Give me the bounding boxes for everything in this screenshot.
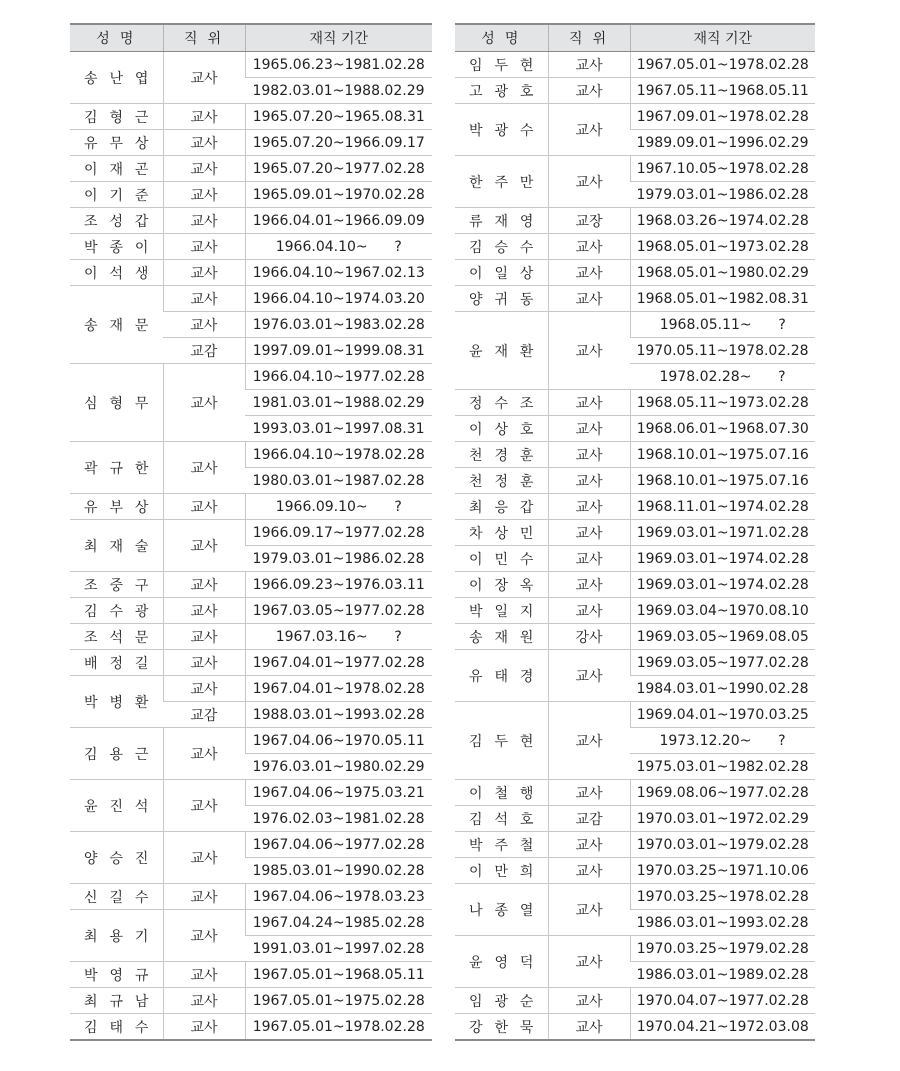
staff-term-cell: 1985.03.01~1990.02.28 xyxy=(245,858,432,884)
staff-name-cell: 최응갑 xyxy=(455,494,548,520)
staff-name-cell: 김형근 xyxy=(70,104,163,130)
table-row xyxy=(70,182,432,208)
table-row xyxy=(70,676,432,702)
table-row xyxy=(70,832,432,858)
staff-position-cell: 교사 xyxy=(548,234,630,260)
staff-position-cell: 교사 xyxy=(163,650,245,676)
staff-name-cell: 이석생 xyxy=(70,260,163,286)
staff-position-cell: 교사 xyxy=(548,1014,630,1041)
staff-name-cell: 김두현 xyxy=(455,702,548,780)
table-row xyxy=(70,780,432,806)
staff-position-cell: 교사 xyxy=(163,364,245,442)
staff-term-cell: 1967.04.01~1978.02.28 xyxy=(245,676,432,702)
staff-term-cell: 1966.09.10~ ? xyxy=(245,494,432,520)
table-row xyxy=(455,78,815,104)
staff-name-cell: 박일지 xyxy=(455,598,548,624)
table-row xyxy=(70,572,432,598)
staff-term-cell: 1967.04.06~1975.03.21 xyxy=(245,780,432,806)
staff-position-cell: 교사 xyxy=(163,520,245,572)
table-row xyxy=(70,624,432,650)
staff-position-cell: 교사 xyxy=(548,442,630,468)
table-row xyxy=(70,260,432,286)
staff-position-cell: 교사 xyxy=(548,78,630,104)
table-row xyxy=(455,1014,815,1041)
staff-term-cell: 1993.03.01~1997.08.31 xyxy=(245,416,432,442)
staff-position-cell: 교감 xyxy=(163,338,245,364)
staff-name-cell: 정수조 xyxy=(455,390,548,416)
table-row xyxy=(70,728,432,754)
staff-position-cell: 교사 xyxy=(548,312,630,390)
staff-term-cell: 1967.05.01~1975.02.28 xyxy=(245,988,432,1014)
staff-position-cell: 교사 xyxy=(163,780,245,832)
staff-term-cell: 1967.04.01~1977.02.28 xyxy=(245,650,432,676)
staff-term-cell: 1966.09.23~1976.03.11 xyxy=(245,572,432,598)
staff-term-cell: 1966.04.10~1974.03.20 xyxy=(245,286,432,312)
staff-term-cell: 1968.05.11~1973.02.28 xyxy=(630,390,815,416)
staff-term-cell: 1984.03.01~1990.02.28 xyxy=(630,676,815,702)
staff-position-cell: 교사 xyxy=(548,156,630,208)
staff-name-cell: 유부상 xyxy=(70,494,163,520)
staff-term-cell: 1968.05.01~1982.08.31 xyxy=(630,286,815,312)
table-row xyxy=(455,884,815,910)
staff-term-cell: 1967.05.01~1978.02.28 xyxy=(245,1014,432,1041)
table-row xyxy=(455,260,815,286)
staff-name-cell: 윤영덕 xyxy=(455,936,548,988)
table-row xyxy=(70,988,432,1014)
staff-term-cell: 1997.09.01~1999.08.31 xyxy=(245,338,432,364)
staff-term-cell: 1970.04.21~1972.03.08 xyxy=(630,1014,815,1041)
staff-name-cell: 차상민 xyxy=(455,520,548,546)
table-row xyxy=(70,494,432,520)
table-row xyxy=(70,130,432,156)
staff-term-cell: 1968.05.11~ ? xyxy=(630,312,815,338)
staff-term-cell: 1966.04.01~1966.09.09 xyxy=(245,208,432,234)
table-header-row xyxy=(455,24,815,52)
staff-name-cell: 조석문 xyxy=(70,624,163,650)
staff-position-cell: 교사 xyxy=(548,260,630,286)
table-row xyxy=(455,104,815,130)
staff-term-cell: 1966.04.10~ ? xyxy=(245,234,432,260)
staff-name-cell: 송재원 xyxy=(455,624,548,650)
staff-position-cell: 교감 xyxy=(163,702,245,728)
staff-position-cell: 교사 xyxy=(548,598,630,624)
column-header-name: 성 명 xyxy=(70,24,163,52)
column-header-term: 재직 기간 xyxy=(245,24,432,52)
column-header-position: 직 위 xyxy=(163,24,245,52)
staff-name-cell: 조성갑 xyxy=(70,208,163,234)
table-row xyxy=(455,208,815,234)
staff-term-cell: 1967.03.05~1977.02.28 xyxy=(245,598,432,624)
staff-term-cell: 1969.08.06~1977.02.28 xyxy=(630,780,815,806)
staff-name-cell: 윤진석 xyxy=(70,780,163,832)
staff-position-cell: 교사 xyxy=(163,130,245,156)
staff-name-cell: 김승수 xyxy=(455,234,548,260)
table-row xyxy=(455,494,815,520)
staff-position-cell: 교사 xyxy=(548,572,630,598)
staff-term-cell: 1967.05.11~1968.05.11 xyxy=(630,78,815,104)
table-row xyxy=(70,962,432,988)
staff-position-cell: 교사 xyxy=(548,104,630,156)
table-row xyxy=(455,832,815,858)
staff-position-cell: 교사 xyxy=(163,1014,245,1041)
table-row xyxy=(455,780,815,806)
staff-term-cell: 1986.03.01~1993.02.28 xyxy=(630,910,815,936)
staff-term-cell: 1989.09.01~1996.02.29 xyxy=(630,130,815,156)
staff-position-cell: 교사 xyxy=(548,286,630,312)
staff-term-cell: 1969.03.04~1970.08.10 xyxy=(630,598,815,624)
staff-name-cell: 박종이 xyxy=(70,234,163,260)
staff-term-cell: 1973.12.20~ ? xyxy=(630,728,815,754)
staff-position-cell: 교사 xyxy=(548,390,630,416)
staff-name-cell: 임광순 xyxy=(455,988,548,1014)
staff-name-cell: 김석호 xyxy=(455,806,548,832)
staff-term-cell: 1968.06.01~1968.07.30 xyxy=(630,416,815,442)
staff-term-cell: 1981.03.01~1988.02.29 xyxy=(245,390,432,416)
staff-name-cell: 한주만 xyxy=(455,156,548,208)
staff-term-cell: 1968.05.01~1973.02.28 xyxy=(630,234,815,260)
staff-table-left xyxy=(70,23,432,1041)
table-row xyxy=(455,52,815,78)
staff-name-cell: 나종열 xyxy=(455,884,548,936)
staff-name-cell: 김태수 xyxy=(70,1014,163,1041)
staff-name-cell: 이일상 xyxy=(455,260,548,286)
table-row xyxy=(70,234,432,260)
staff-name-cell: 조중구 xyxy=(70,572,163,598)
staff-name-cell: 양귀동 xyxy=(455,286,548,312)
table-row xyxy=(455,936,815,962)
staff-name-cell: 유무상 xyxy=(70,130,163,156)
table-row xyxy=(455,520,815,546)
staff-term-cell: 1966.04.10~1977.02.28 xyxy=(245,364,432,390)
staff-name-cell: 심형무 xyxy=(70,364,163,442)
table-row xyxy=(455,546,815,572)
table-row xyxy=(455,468,815,494)
table-row xyxy=(70,208,432,234)
table-row xyxy=(455,806,815,832)
staff-position-cell: 교사 xyxy=(548,858,630,884)
column-header-name: 성 명 xyxy=(455,24,548,52)
staff-name-cell: 이기준 xyxy=(70,182,163,208)
staff-position-cell: 교사 xyxy=(548,52,630,78)
staff-position-cell: 교사 xyxy=(163,234,245,260)
staff-term-cell: 1967.04.06~1978.03.23 xyxy=(245,884,432,910)
staff-name-cell: 이재곤 xyxy=(70,156,163,182)
staff-name-cell: 임두현 xyxy=(455,52,548,78)
staff-position-cell: 교사 xyxy=(163,598,245,624)
staff-term-cell: 1965.07.20~1966.09.17 xyxy=(245,130,432,156)
staff-position-cell: 교사 xyxy=(163,260,245,286)
staff-position-cell: 교사 xyxy=(163,962,245,988)
staff-term-cell: 1970.03.25~1978.02.28 xyxy=(630,884,815,910)
staff-name-cell: 김용근 xyxy=(70,728,163,780)
staff-position-cell: 교사 xyxy=(163,728,245,780)
table-row xyxy=(70,650,432,676)
staff-position-cell: 교사 xyxy=(163,676,245,702)
staff-position-cell: 교사 xyxy=(163,156,245,182)
staff-term-cell: 1968.05.01~1980.02.29 xyxy=(630,260,815,286)
table-row xyxy=(455,416,815,442)
staff-term-cell: 1969.03.05~1977.02.28 xyxy=(630,650,815,676)
table-row xyxy=(70,884,432,910)
staff-position-cell: 교사 xyxy=(548,650,630,702)
table-row xyxy=(455,988,815,1014)
staff-position-cell: 교사 xyxy=(163,442,245,494)
staff-position-cell: 교사 xyxy=(163,208,245,234)
staff-position-cell: 교사 xyxy=(163,104,245,130)
staff-term-cell: 1966.04.10~1967.02.13 xyxy=(245,260,432,286)
staff-term-cell: 1979.03.01~1986.02.28 xyxy=(630,182,815,208)
staff-term-cell: 1970.03.01~1979.02.28 xyxy=(630,832,815,858)
staff-term-cell: 1991.03.01~1997.02.28 xyxy=(245,936,432,962)
staff-position-cell: 교사 xyxy=(548,546,630,572)
staff-term-cell: 1988.03.01~1993.02.28 xyxy=(245,702,432,728)
staff-term-cell: 1966.04.10~1978.02.28 xyxy=(245,442,432,468)
table-row xyxy=(70,598,432,624)
staff-term-cell: 1968.03.26~1974.02.28 xyxy=(630,208,815,234)
staff-name-cell: 윤재환 xyxy=(455,312,548,390)
staff-term-cell: 1976.02.03~1981.02.28 xyxy=(245,806,432,832)
staff-name-cell: 이만희 xyxy=(455,858,548,884)
table-row xyxy=(70,156,432,182)
staff-position-cell: 교사 xyxy=(163,910,245,962)
staff-term-cell: 1968.11.01~1974.02.28 xyxy=(630,494,815,520)
staff-name-cell: 유태경 xyxy=(455,650,548,702)
staff-position-cell: 교사 xyxy=(163,988,245,1014)
staff-name-cell: 최용기 xyxy=(70,910,163,962)
staff-term-cell: 1979.03.01~1986.02.28 xyxy=(245,546,432,572)
staff-position-cell: 교사 xyxy=(163,312,245,338)
staff-term-cell: 1965.09.01~1970.02.28 xyxy=(245,182,432,208)
staff-term-cell: 1967.03.16~ ? xyxy=(245,624,432,650)
table-row xyxy=(70,52,432,78)
table-row xyxy=(455,650,815,676)
table-row xyxy=(455,390,815,416)
table-row xyxy=(70,286,432,312)
staff-table-body xyxy=(455,52,815,1041)
table-row xyxy=(455,312,815,338)
staff-position-cell: 교장 xyxy=(548,208,630,234)
staff-position-cell: 교사 xyxy=(548,468,630,494)
staff-name-cell: 고광호 xyxy=(455,78,548,104)
staff-term-cell: 1967.05.01~1978.02.28 xyxy=(630,52,815,78)
staff-position-cell: 교사 xyxy=(548,520,630,546)
staff-name-cell: 이상호 xyxy=(455,416,548,442)
table-row xyxy=(455,234,815,260)
staff-name-cell: 송재문 xyxy=(70,286,163,364)
table-row xyxy=(455,702,815,728)
staff-position-cell: 교사 xyxy=(163,182,245,208)
staff-name-cell: 양승진 xyxy=(70,832,163,884)
column-header-term: 재직 기간 xyxy=(630,24,815,52)
staff-position-cell: 교사 xyxy=(548,494,630,520)
staff-name-cell: 천정훈 xyxy=(455,468,548,494)
staff-term-cell: 1967.04.06~1977.02.28 xyxy=(245,832,432,858)
staff-name-cell: 박광수 xyxy=(455,104,548,156)
staff-term-cell: 1965.06.23~1981.02.28 xyxy=(245,52,432,78)
staff-term-cell: 1969.03.01~1974.02.28 xyxy=(630,546,815,572)
staff-position-cell: 교사 xyxy=(548,832,630,858)
staff-position-cell: 교사 xyxy=(548,416,630,442)
staff-position-cell: 교사 xyxy=(548,884,630,936)
staff-position-cell: 교사 xyxy=(163,832,245,884)
table-row xyxy=(455,442,815,468)
staff-term-cell: 1967.09.01~1978.02.28 xyxy=(630,104,815,130)
staff-term-cell: 1970.03.01~1972.02.29 xyxy=(630,806,815,832)
table-row xyxy=(70,364,432,390)
staff-position-cell: 교사 xyxy=(163,884,245,910)
staff-term-cell: 1970.05.11~1978.02.28 xyxy=(630,338,815,364)
staff-term-cell: 1967.05.01~1968.05.11 xyxy=(245,962,432,988)
staff-position-cell: 강사 xyxy=(548,624,630,650)
table-row xyxy=(455,156,815,182)
staff-term-cell: 1968.10.01~1975.07.16 xyxy=(630,442,815,468)
staff-term-cell: 1967.04.24~1985.02.28 xyxy=(245,910,432,936)
staff-position-cell: 교사 xyxy=(163,572,245,598)
table-row xyxy=(70,520,432,546)
table-row xyxy=(455,286,815,312)
staff-term-cell: 1969.04.01~1970.03.25 xyxy=(630,702,815,728)
staff-table-body xyxy=(70,52,432,1041)
staff-term-cell: 1967.10.05~1978.02.28 xyxy=(630,156,815,182)
staff-term-cell: 1975.03.01~1982.02.28 xyxy=(630,754,815,780)
staff-name-cell: 배정길 xyxy=(70,650,163,676)
staff-term-cell: 1980.03.01~1987.02.28 xyxy=(245,468,432,494)
staff-position-cell: 교사 xyxy=(548,780,630,806)
staff-position-cell: 교사 xyxy=(163,624,245,650)
staff-name-cell: 박영규 xyxy=(70,962,163,988)
staff-position-cell: 교사 xyxy=(548,702,630,780)
staff-name-cell: 강한묵 xyxy=(455,1014,548,1041)
staff-term-cell: 1967.04.06~1970.05.11 xyxy=(245,728,432,754)
staff-term-cell: 1969.03.01~1974.02.28 xyxy=(630,572,815,598)
staff-term-cell: 1969.03.05~1969.08.05 xyxy=(630,624,815,650)
staff-position-cell: 교사 xyxy=(163,52,245,104)
staff-name-cell: 류재영 xyxy=(455,208,548,234)
staff-term-cell: 1970.03.25~1979.02.28 xyxy=(630,936,815,962)
table-row xyxy=(70,104,432,130)
staff-position-cell: 교사 xyxy=(548,936,630,988)
table-row xyxy=(70,442,432,468)
table-row xyxy=(70,1014,432,1041)
staff-position-cell: 교사 xyxy=(163,494,245,520)
table-header-row xyxy=(70,24,432,52)
staff-name-cell: 송난엽 xyxy=(70,52,163,104)
staff-term-cell: 1966.09.17~1977.02.28 xyxy=(245,520,432,546)
staff-name-cell: 최재술 xyxy=(70,520,163,572)
staff-term-cell: 1976.03.01~1980.02.29 xyxy=(245,754,432,780)
staff-name-cell: 최규남 xyxy=(70,988,163,1014)
staff-table-right xyxy=(455,23,815,1041)
staff-name-cell: 박병환 xyxy=(70,676,163,728)
staff-term-cell: 1976.03.01~1983.02.28 xyxy=(245,312,432,338)
table-row xyxy=(70,910,432,936)
table-row xyxy=(455,624,815,650)
staff-position-cell: 교사 xyxy=(548,988,630,1014)
staff-term-cell: 1982.03.01~1988.02.29 xyxy=(245,78,432,104)
staff-term-cell: 1969.03.01~1971.02.28 xyxy=(630,520,815,546)
column-header-position: 직 위 xyxy=(548,24,630,52)
staff-name-cell: 곽규한 xyxy=(70,442,163,494)
staff-name-cell: 신길수 xyxy=(70,884,163,910)
staff-term-cell: 1965.07.20~1977.02.28 xyxy=(245,156,432,182)
staff-name-cell: 김수광 xyxy=(70,598,163,624)
staff-term-cell: 1970.03.25~1971.10.06 xyxy=(630,858,815,884)
staff-term-cell: 1968.10.01~1975.07.16 xyxy=(630,468,815,494)
table-row xyxy=(455,858,815,884)
staff-name-cell: 천경훈 xyxy=(455,442,548,468)
staff-name-cell: 이장옥 xyxy=(455,572,548,598)
staff-name-cell: 박주철 xyxy=(455,832,548,858)
staff-term-cell: 1986.03.01~1989.02.28 xyxy=(630,962,815,988)
staff-name-cell: 이철행 xyxy=(455,780,548,806)
staff-term-cell: 1965.07.20~1965.08.31 xyxy=(245,104,432,130)
staff-position-cell: 교감 xyxy=(548,806,630,832)
staff-name-cell: 이민수 xyxy=(455,546,548,572)
staff-position-cell: 교사 xyxy=(163,286,245,312)
staff-term-cell: 1970.04.07~1977.02.28 xyxy=(630,988,815,1014)
table-row xyxy=(455,572,815,598)
table-row xyxy=(455,598,815,624)
staff-term-cell: 1978.02.28~ ? xyxy=(630,364,815,390)
